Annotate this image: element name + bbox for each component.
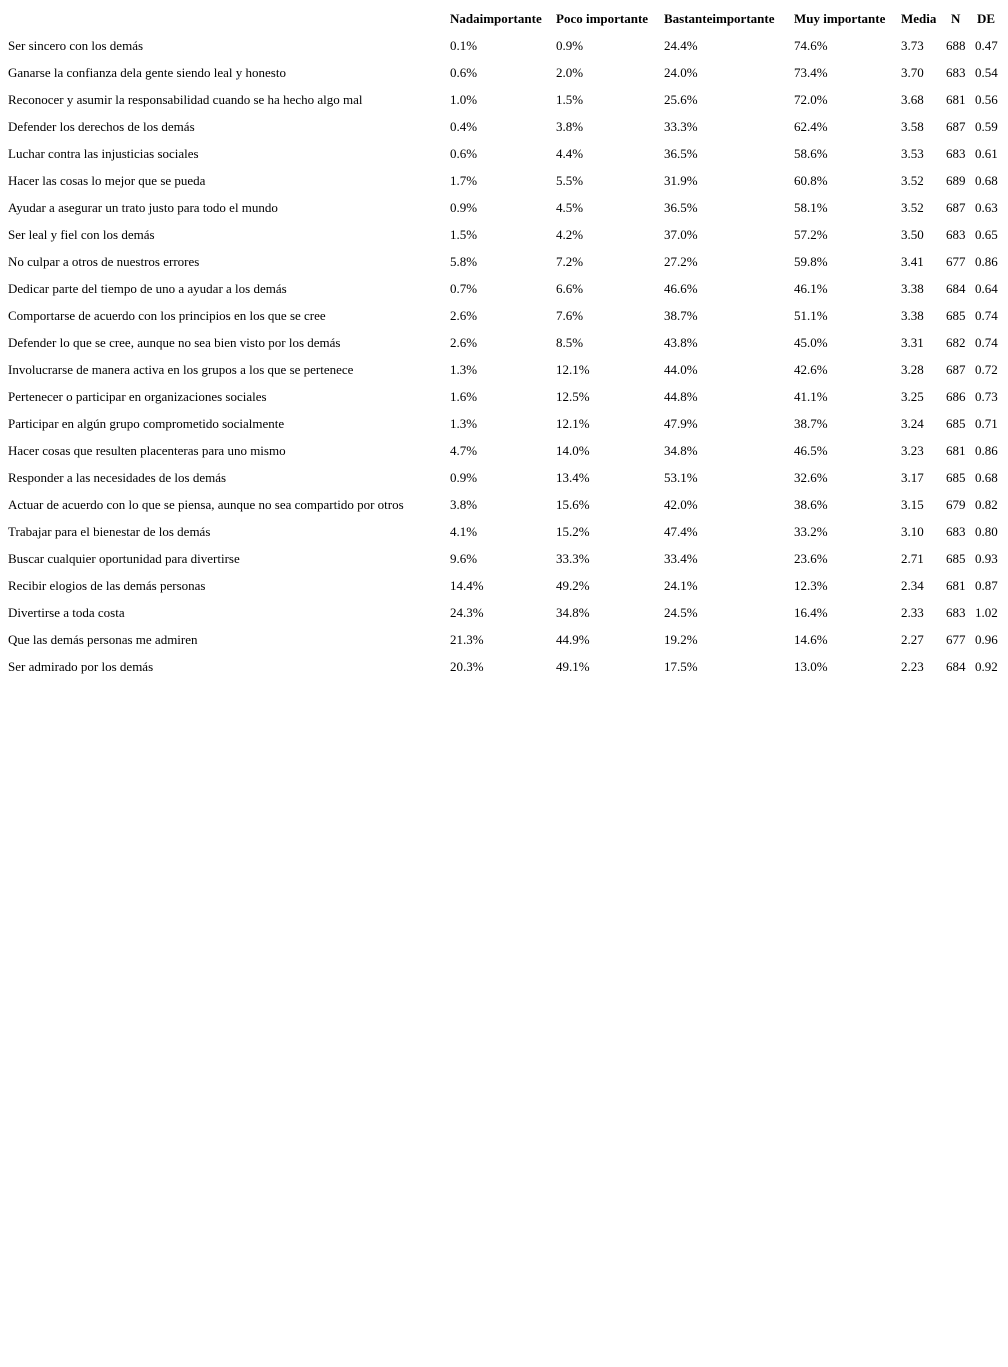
row-nada-importante: 1.3%	[450, 362, 478, 377]
row-n: 687	[946, 119, 966, 134]
row-de: 0.68	[975, 173, 998, 188]
row-de: 0.65	[975, 227, 998, 242]
row-de: 0.96	[975, 632, 998, 647]
table-row	[0, 356, 1008, 383]
row-bastante-importante: 38.7%	[664, 308, 698, 323]
row-muy-importante: 60.8%	[794, 173, 828, 188]
row-bastante-importante: 42.0%	[664, 497, 698, 512]
row-item-label: Divertirse a toda costa	[8, 605, 125, 620]
row-nada-importante: 0.9%	[450, 200, 478, 215]
header-muy-importante: Muy importante	[794, 11, 886, 26]
row-de: 0.68	[975, 470, 998, 485]
row-de: 0.54	[975, 65, 998, 80]
row-bastante-importante: 36.5%	[664, 200, 698, 215]
row-nada-importante: 1.3%	[450, 416, 478, 431]
row-de: 0.61	[975, 146, 998, 161]
table-row	[0, 302, 1008, 329]
row-nada-importante: 0.4%	[450, 119, 478, 134]
table-body	[0, 32, 1008, 680]
row-n: 684	[946, 659, 966, 674]
row-bastante-importante: 53.1%	[664, 470, 698, 485]
row-poco-importante: 8.5%	[556, 335, 584, 350]
row-n: 687	[946, 362, 966, 377]
row-poco-importante: 13.4%	[556, 470, 590, 485]
row-nada-importante: 24.3%	[450, 605, 484, 620]
row-poco-importante: 33.3%	[556, 551, 590, 566]
table-row	[0, 194, 1008, 221]
row-media: 3.38	[901, 281, 924, 296]
row-poco-importante: 12.1%	[556, 416, 590, 431]
row-muy-importante: 51.1%	[794, 308, 828, 323]
row-bastante-importante: 24.5%	[664, 605, 698, 620]
row-media: 3.52	[901, 200, 924, 215]
row-poco-importante: 2.0%	[556, 65, 584, 80]
row-n: 683	[946, 65, 966, 80]
row-media: 2.34	[901, 578, 924, 593]
row-item-label: Buscar cualquier oportunidad para divertirse	[8, 551, 240, 566]
table-row	[0, 599, 1008, 626]
table-row	[0, 59, 1008, 86]
row-muy-importante: 23.6%	[794, 551, 828, 566]
row-item-label: Pertenecer o participar en organizaciones sociales	[8, 389, 267, 404]
row-n: 683	[946, 146, 966, 161]
row-nada-importante: 2.6%	[450, 308, 478, 323]
row-item-label: Participar en algún grupo comprometido socialmente	[8, 416, 285, 431]
row-n: 686	[946, 389, 966, 404]
row-poco-importante: 4.2%	[556, 227, 584, 242]
row-n: 685	[946, 308, 966, 323]
row-muy-importante: 12.3%	[794, 578, 828, 593]
table-row	[0, 572, 1008, 599]
row-bastante-importante: 24.1%	[664, 578, 698, 593]
header-bastante-importante: Bastanteimportante	[664, 11, 775, 26]
row-bastante-importante: 46.6%	[664, 281, 698, 296]
row-item-label: Hacer las cosas lo mejor que se pueda	[8, 173, 206, 188]
row-item-label: Ser sincero con los demás	[8, 38, 144, 53]
table-row	[0, 383, 1008, 410]
row-item-label: Que las demás personas me admiren	[8, 632, 198, 647]
header-nada-importante: Nadaimportante	[450, 11, 542, 26]
row-item-label: Recibir elogios de las demás personas	[8, 578, 206, 593]
row-bastante-importante: 24.0%	[664, 65, 698, 80]
table-row	[0, 410, 1008, 437]
row-item-label: Luchar contra las injusticias sociales	[8, 146, 199, 161]
row-bastante-importante: 31.9%	[664, 173, 698, 188]
row-poco-importante: 1.5%	[556, 92, 584, 107]
table-row	[0, 626, 1008, 653]
table-row	[0, 464, 1008, 491]
row-de: 0.82	[975, 497, 998, 512]
row-poco-importante: 7.6%	[556, 308, 584, 323]
table-header-row	[0, 5, 1008, 32]
row-poco-importante: 0.9%	[556, 38, 584, 53]
row-poco-importante: 44.9%	[556, 632, 590, 647]
row-muy-importante: 62.4%	[794, 119, 828, 134]
values-table	[0, 0, 1008, 674]
row-n: 681	[946, 443, 966, 458]
row-muy-importante: 58.1%	[794, 200, 828, 215]
row-bastante-importante: 37.0%	[664, 227, 698, 242]
row-media: 3.10	[901, 524, 924, 539]
row-item-label: Dedicar parte del tiempo de uno a ayudar a los demás	[8, 281, 287, 296]
table-row	[0, 221, 1008, 248]
row-bastante-importante: 33.3%	[664, 119, 698, 134]
row-bastante-importante: 36.5%	[664, 146, 698, 161]
row-n: 682	[946, 335, 966, 350]
row-item-label: Ganarse la confianza dela gente siendo leal y honesto	[8, 65, 286, 80]
row-n: 685	[946, 470, 966, 485]
row-bastante-importante: 17.5%	[664, 659, 698, 674]
row-nada-importante: 1.0%	[450, 92, 478, 107]
row-bastante-importante: 27.2%	[664, 254, 698, 269]
row-item-label: Defender lo que se cree, aunque no sea bien visto por los demás	[8, 335, 341, 350]
row-bastante-importante: 47.9%	[664, 416, 698, 431]
row-nada-importante: 0.9%	[450, 470, 478, 485]
row-muy-importante: 33.2%	[794, 524, 828, 539]
row-media: 3.24	[901, 416, 924, 431]
table-row	[0, 275, 1008, 302]
row-muy-importante: 41.1%	[794, 389, 828, 404]
row-nada-importante: 14.4%	[450, 578, 484, 593]
row-media: 3.50	[901, 227, 924, 242]
row-item-label: No culpar a otros de nuestros errores	[8, 254, 200, 269]
row-de: 0.74	[975, 308, 998, 323]
row-n: 677	[946, 254, 966, 269]
row-de: 0.59	[975, 119, 998, 134]
row-nada-importante: 1.5%	[450, 227, 478, 242]
table-row	[0, 140, 1008, 167]
row-item-label: Ser leal y fiel con los demás	[8, 227, 155, 242]
row-nada-importante: 5.8%	[450, 254, 478, 269]
row-de: 0.93	[975, 551, 998, 566]
row-poco-importante: 49.1%	[556, 659, 590, 674]
row-de: 0.86	[975, 254, 998, 269]
table-row	[0, 518, 1008, 545]
row-nada-importante: 1.7%	[450, 173, 478, 188]
row-nada-importante: 0.6%	[450, 65, 478, 80]
row-n: 685	[946, 416, 966, 431]
row-item-label: Hacer cosas que resulten placenteras para uno mismo	[8, 443, 286, 458]
row-de: 0.86	[975, 443, 998, 458]
row-muy-importante: 58.6%	[794, 146, 828, 161]
table-row	[0, 329, 1008, 356]
row-poco-importante: 7.2%	[556, 254, 584, 269]
row-media: 2.71	[901, 551, 924, 566]
row-item-label: Ayudar a asegurar un trato justo para todo el mundo	[8, 200, 278, 215]
row-poco-importante: 6.6%	[556, 281, 584, 296]
row-bastante-importante: 44.8%	[664, 389, 698, 404]
row-poco-importante: 15.6%	[556, 497, 590, 512]
row-media: 2.23	[901, 659, 924, 674]
row-n: 677	[946, 632, 966, 647]
row-media: 2.33	[901, 605, 924, 620]
row-nada-importante: 3.8%	[450, 497, 478, 512]
row-muy-importante: 42.6%	[794, 362, 828, 377]
row-muy-importante: 16.4%	[794, 605, 828, 620]
row-nada-importante: 20.3%	[450, 659, 484, 674]
row-media: 3.15	[901, 497, 924, 512]
row-n: 685	[946, 551, 966, 566]
row-media: 3.41	[901, 254, 924, 269]
row-poco-importante: 4.5%	[556, 200, 584, 215]
row-muy-importante: 38.6%	[794, 497, 828, 512]
row-de: 0.47	[975, 38, 998, 53]
table-row	[0, 248, 1008, 275]
row-nada-importante: 4.7%	[450, 443, 478, 458]
row-muy-importante: 72.0%	[794, 92, 828, 107]
row-de: 0.73	[975, 389, 998, 404]
row-media: 3.68	[901, 92, 924, 107]
row-media: 3.53	[901, 146, 924, 161]
row-nada-importante: 9.6%	[450, 551, 478, 566]
row-poco-importante: 12.5%	[556, 389, 590, 404]
row-n: 683	[946, 227, 966, 242]
row-media: 2.27	[901, 632, 924, 647]
row-media: 3.38	[901, 308, 924, 323]
row-item-label: Reconocer y asumir la responsabilidad cuando se ha hecho algo mal	[8, 92, 363, 107]
row-bastante-importante: 47.4%	[664, 524, 698, 539]
row-item-label: Involucrarse de manera activa en los grupos a los que se pertenece	[8, 362, 354, 377]
row-muy-importante: 14.6%	[794, 632, 828, 647]
row-bastante-importante: 43.8%	[664, 335, 698, 350]
row-poco-importante: 34.8%	[556, 605, 590, 620]
row-poco-importante: 12.1%	[556, 362, 590, 377]
row-de: 0.63	[975, 200, 998, 215]
header-n: N	[951, 11, 961, 26]
header-poco-importante: Poco importante	[556, 11, 649, 26]
row-n: 688	[946, 38, 966, 53]
row-poco-importante: 14.0%	[556, 443, 590, 458]
row-muy-importante: 46.5%	[794, 443, 828, 458]
row-de: 1.02	[975, 605, 998, 620]
row-muy-importante: 13.0%	[794, 659, 828, 674]
row-de: 0.72	[975, 362, 998, 377]
row-bastante-importante: 19.2%	[664, 632, 698, 647]
row-de: 0.56	[975, 92, 998, 107]
row-nada-importante: 21.3%	[450, 632, 484, 647]
row-de: 0.87	[975, 578, 998, 593]
row-de: 0.92	[975, 659, 998, 674]
row-poco-importante: 15.2%	[556, 524, 590, 539]
row-media: 3.31	[901, 335, 924, 350]
table-row	[0, 491, 1008, 518]
row-de: 0.74	[975, 335, 998, 350]
row-muy-importante: 38.7%	[794, 416, 828, 431]
row-n: 681	[946, 578, 966, 593]
row-muy-importante: 73.4%	[794, 65, 828, 80]
row-bastante-importante: 24.4%	[664, 38, 698, 53]
row-nada-importante: 1.6%	[450, 389, 478, 404]
row-n: 689	[946, 173, 966, 188]
table-row	[0, 437, 1008, 464]
row-nada-importante: 0.6%	[450, 146, 478, 161]
table-row	[0, 653, 1008, 680]
row-item-label: Comportarse de acuerdo con los principios en los que se cree	[8, 308, 326, 323]
row-media: 3.25	[901, 389, 924, 404]
row-de: 0.71	[975, 416, 998, 431]
row-nada-importante: 2.6%	[450, 335, 478, 350]
row-muy-importante: 57.2%	[794, 227, 828, 242]
row-de: 0.64	[975, 281, 998, 296]
row-media: 3.73	[901, 38, 924, 53]
row-nada-importante: 0.7%	[450, 281, 478, 296]
row-poco-importante: 3.8%	[556, 119, 584, 134]
row-media: 3.70	[901, 65, 924, 80]
row-media: 3.58	[901, 119, 924, 134]
row-n: 687	[946, 200, 966, 215]
row-n: 681	[946, 92, 966, 107]
row-n: 683	[946, 524, 966, 539]
table-row	[0, 545, 1008, 572]
row-media: 3.17	[901, 470, 924, 485]
table-row	[0, 32, 1008, 59]
row-muy-importante: 59.8%	[794, 254, 828, 269]
row-media: 3.52	[901, 173, 924, 188]
row-poco-importante: 4.4%	[556, 146, 584, 161]
header-media: Media	[901, 11, 937, 26]
row-media: 3.28	[901, 362, 924, 377]
row-item-label: Ser admirado por los demás	[8, 659, 154, 674]
row-n: 679	[946, 497, 966, 512]
row-bastante-importante: 33.4%	[664, 551, 698, 566]
row-bastante-importante: 25.6%	[664, 92, 698, 107]
row-bastante-importante: 44.0%	[664, 362, 698, 377]
row-item-label: Actuar de acuerdo con lo que se piensa, aunque no sea compartido por otros	[8, 497, 404, 512]
row-de: 0.80	[975, 524, 998, 539]
row-nada-importante: 4.1%	[450, 524, 478, 539]
table-row	[0, 167, 1008, 194]
row-nada-importante: 0.1%	[450, 38, 478, 53]
row-muy-importante: 32.6%	[794, 470, 828, 485]
row-muy-importante: 45.0%	[794, 335, 828, 350]
row-item-label: Trabajar para el bienestar de los demás	[8, 524, 211, 539]
row-item-label: Responder a las necesidades de los demás	[8, 470, 227, 485]
row-muy-importante: 74.6%	[794, 38, 828, 53]
row-muy-importante: 46.1%	[794, 281, 828, 296]
table-row	[0, 86, 1008, 113]
row-bastante-importante: 34.8%	[664, 443, 698, 458]
row-poco-importante: 5.5%	[556, 173, 584, 188]
header-de: DE	[977, 11, 996, 26]
row-media: 3.23	[901, 443, 924, 458]
row-poco-importante: 49.2%	[556, 578, 590, 593]
row-item-label: Defender los derechos de los demás	[8, 119, 195, 134]
table-row	[0, 113, 1008, 140]
row-n: 683	[946, 605, 966, 620]
row-n: 684	[946, 281, 966, 296]
